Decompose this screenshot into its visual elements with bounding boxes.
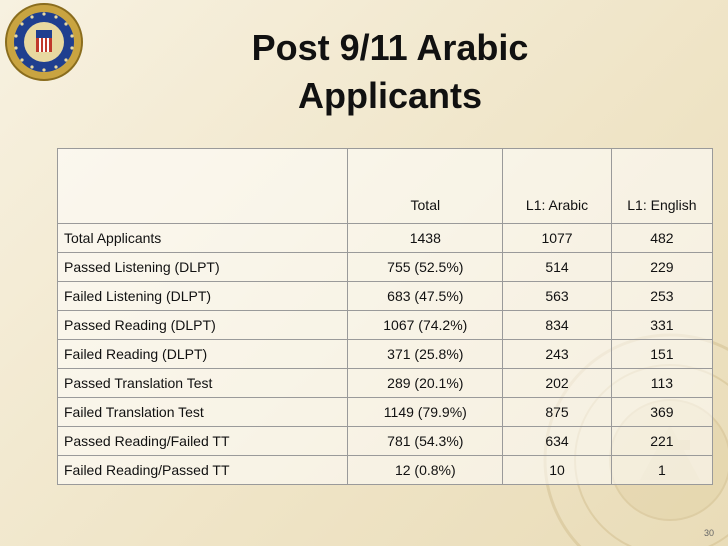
cell-l1-english: 113 [611, 369, 712, 398]
cell-total: 1067 (74.2%) [348, 311, 503, 340]
cell-total: 755 (52.5%) [348, 253, 503, 282]
cell-total: 371 (25.8%) [348, 340, 503, 369]
cell-total: 289 (20.1%) [348, 369, 503, 398]
title-line-2: Applicants [297, 75, 483, 116]
table-row [58, 456, 713, 485]
cell-l1-arabic: 834 [503, 311, 612, 340]
page-number: 30 [703, 528, 714, 538]
row-label: Passed Reading/Failed TT [58, 427, 348, 456]
row-label: Failed Translation Test [58, 398, 348, 427]
cell-l1-english: 1 [611, 456, 712, 485]
table-row [58, 427, 713, 456]
cell-l1-english: 151 [611, 340, 712, 369]
row-label: Passed Translation Test [58, 369, 348, 398]
table-row [58, 224, 713, 253]
cell-l1-english: 482 [611, 224, 712, 253]
row-label: Passed Listening (DLPT) [58, 253, 348, 282]
table-row [58, 369, 713, 398]
table-row [58, 311, 713, 340]
header-cell-l1-english: L1: English [611, 149, 712, 224]
cell-l1-arabic: 10 [503, 456, 612, 485]
cell-l1-arabic: 634 [503, 427, 612, 456]
cell-total: 1149 (79.9%) [348, 398, 503, 427]
cell-total: 683 (47.5%) [348, 282, 503, 311]
table-row [58, 398, 713, 427]
cell-l1-english: 221 [611, 427, 712, 456]
table-row [58, 340, 713, 369]
row-label: Failed Reading/Passed TT [58, 456, 348, 485]
cell-l1-arabic: 1077 [503, 224, 612, 253]
header-cell-l1-arabic: L1: Arabic [503, 149, 612, 224]
row-label: Failed Reading (DLPT) [58, 340, 348, 369]
row-label: Failed Listening (DLPT) [58, 282, 348, 311]
row-label: Total Applicants [58, 224, 348, 253]
table-row [58, 253, 713, 282]
cell-total: 12 (0.8%) [348, 456, 503, 485]
fbi-seal-logo [4, 2, 84, 82]
header-cell-total: Total [348, 149, 503, 224]
cell-l1-arabic: 514 [503, 253, 612, 282]
cell-l1-arabic: 875 [503, 398, 612, 427]
table-header-row [58, 149, 713, 224]
header-cell-label [58, 149, 348, 224]
cell-l1-english: 331 [611, 311, 712, 340]
cell-l1-english: 229 [611, 253, 712, 282]
applicants-table [57, 148, 713, 485]
slide-title [170, 24, 610, 120]
table-row [58, 282, 713, 311]
cell-total: 781 (54.3%) [348, 427, 503, 456]
cell-l1-arabic: 563 [503, 282, 612, 311]
cell-l1-english: 369 [611, 398, 712, 427]
cell-l1-english: 253 [611, 282, 712, 311]
row-label: Passed Reading (DLPT) [58, 311, 348, 340]
cell-l1-arabic: 243 [503, 340, 612, 369]
cell-total: 1438 [348, 224, 503, 253]
cell-l1-arabic: 202 [503, 369, 612, 398]
title-line-1: Post 9/11 Arabic [251, 27, 529, 68]
